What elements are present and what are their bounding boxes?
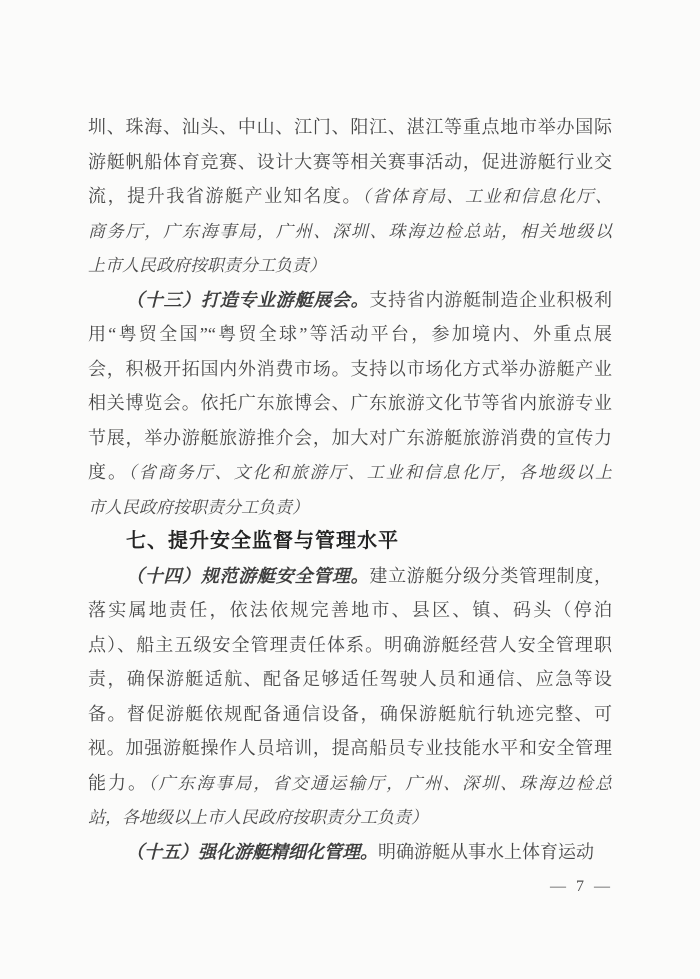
body-text-run: 相关博览会。依托广东旅博会、广东旅游文化节等省内旅游专业 bbox=[88, 393, 612, 413]
text-line bbox=[88, 800, 612, 835]
text-line bbox=[88, 179, 612, 214]
heading-text-run: 七、提升安全监督与管理水平 bbox=[126, 530, 399, 552]
agency-text-run: （省商务厅、文化和旅游厅、工业和信息化厅，各地级以上 bbox=[128, 463, 613, 482]
body-text-run: 点）、船主五级安全管理责任体系。明确游艇经营人安全管理职 bbox=[88, 634, 612, 655]
body-text-run: 建立游艇分级分类管理制度， bbox=[369, 565, 612, 586]
body-text-run: 游艇帆船体育竞赛、设计大赛等相关赛事活动，促进游艇行业交 bbox=[88, 151, 612, 172]
text-line bbox=[88, 386, 612, 421]
text-line bbox=[88, 593, 612, 628]
section-heading bbox=[88, 524, 612, 559]
agency-text-run: 站，各地级以上市人民政府按职责分工负责） bbox=[88, 808, 428, 827]
body-text-run: 明确游艇从事水上体育运动 bbox=[378, 841, 594, 862]
body-text-run: 支持省内游艇制造企业积极利 bbox=[369, 289, 612, 310]
agency-text-run: （广东海事局，省交通运输厅，广州、深圳、珠海边检总 bbox=[147, 773, 613, 793]
text-line bbox=[88, 490, 612, 525]
body-text-run: 圳、珠海、汕头、中山、江门、阳江、湛江等重点地市举办国际 bbox=[88, 117, 612, 137]
body-text-run: 度。 bbox=[88, 462, 129, 482]
text-line bbox=[88, 421, 612, 456]
body-text-run: 流，提升我省游艇产业知名度。 bbox=[88, 186, 363, 206]
body-text-run: 会，积极开拓国内外消费市场。支持以市场化方式举办游艇产业 bbox=[88, 358, 612, 379]
text-line bbox=[88, 766, 612, 801]
body-text-run: 落实属地责任，依法依规完善地市、县区、镇、码头（停泊 bbox=[88, 600, 612, 620]
document-body bbox=[88, 110, 612, 869]
text-line bbox=[88, 697, 612, 732]
body-text-run: 责，确保游艇适航、配备足够适任驾驶人员和通信、应急等设 bbox=[88, 669, 612, 689]
text-line bbox=[88, 214, 612, 249]
text-line bbox=[88, 248, 612, 283]
text-line bbox=[88, 628, 612, 663]
em-text-run: （十四）规范游艇安全管理。 bbox=[126, 565, 370, 586]
body-text-run: 用“粤贸全国”“粤贸全球”等活动平台，参加境内、外重点展 bbox=[88, 324, 612, 344]
agency-text-run: 上市人民政府按职责分工负责） bbox=[88, 256, 326, 275]
body-text-run: 备。督促游艇依规配备通信设备，确保游艇航行轨迹完整、可 bbox=[88, 703, 612, 724]
text-line bbox=[88, 559, 612, 594]
agency-text-run: （省体育局、工业和信息化厅、 bbox=[362, 187, 613, 206]
em-text-run: （十五）强化游艇精细化管理。 bbox=[126, 841, 378, 862]
text-line bbox=[88, 283, 612, 318]
page-number: — 7 — bbox=[550, 878, 613, 895]
text-line bbox=[88, 145, 612, 180]
text-line bbox=[88, 835, 612, 870]
text-line bbox=[88, 731, 612, 766]
agency-text-run: 商务厅，广东海事局，广州、深圳、珠海边检总站，相关地级以 bbox=[88, 221, 612, 241]
text-line bbox=[88, 455, 612, 490]
body-text-run: 节展，举办游艇旅游推介会，加大对广东游艇旅游消费的宣传力 bbox=[88, 427, 612, 448]
agency-text-run: 市人民政府按职责分工负责） bbox=[88, 497, 309, 517]
body-text-run: 视。加强游艇操作人员培训，提高船员专业技能水平和安全管理 bbox=[88, 738, 612, 758]
text-line bbox=[88, 662, 612, 697]
text-line bbox=[88, 352, 612, 387]
body-text-run: 能力。 bbox=[88, 772, 148, 793]
text-line bbox=[88, 317, 612, 352]
text-line bbox=[88, 110, 612, 145]
em-text-run: （十三）打造专业游艇展会。 bbox=[126, 289, 370, 310]
